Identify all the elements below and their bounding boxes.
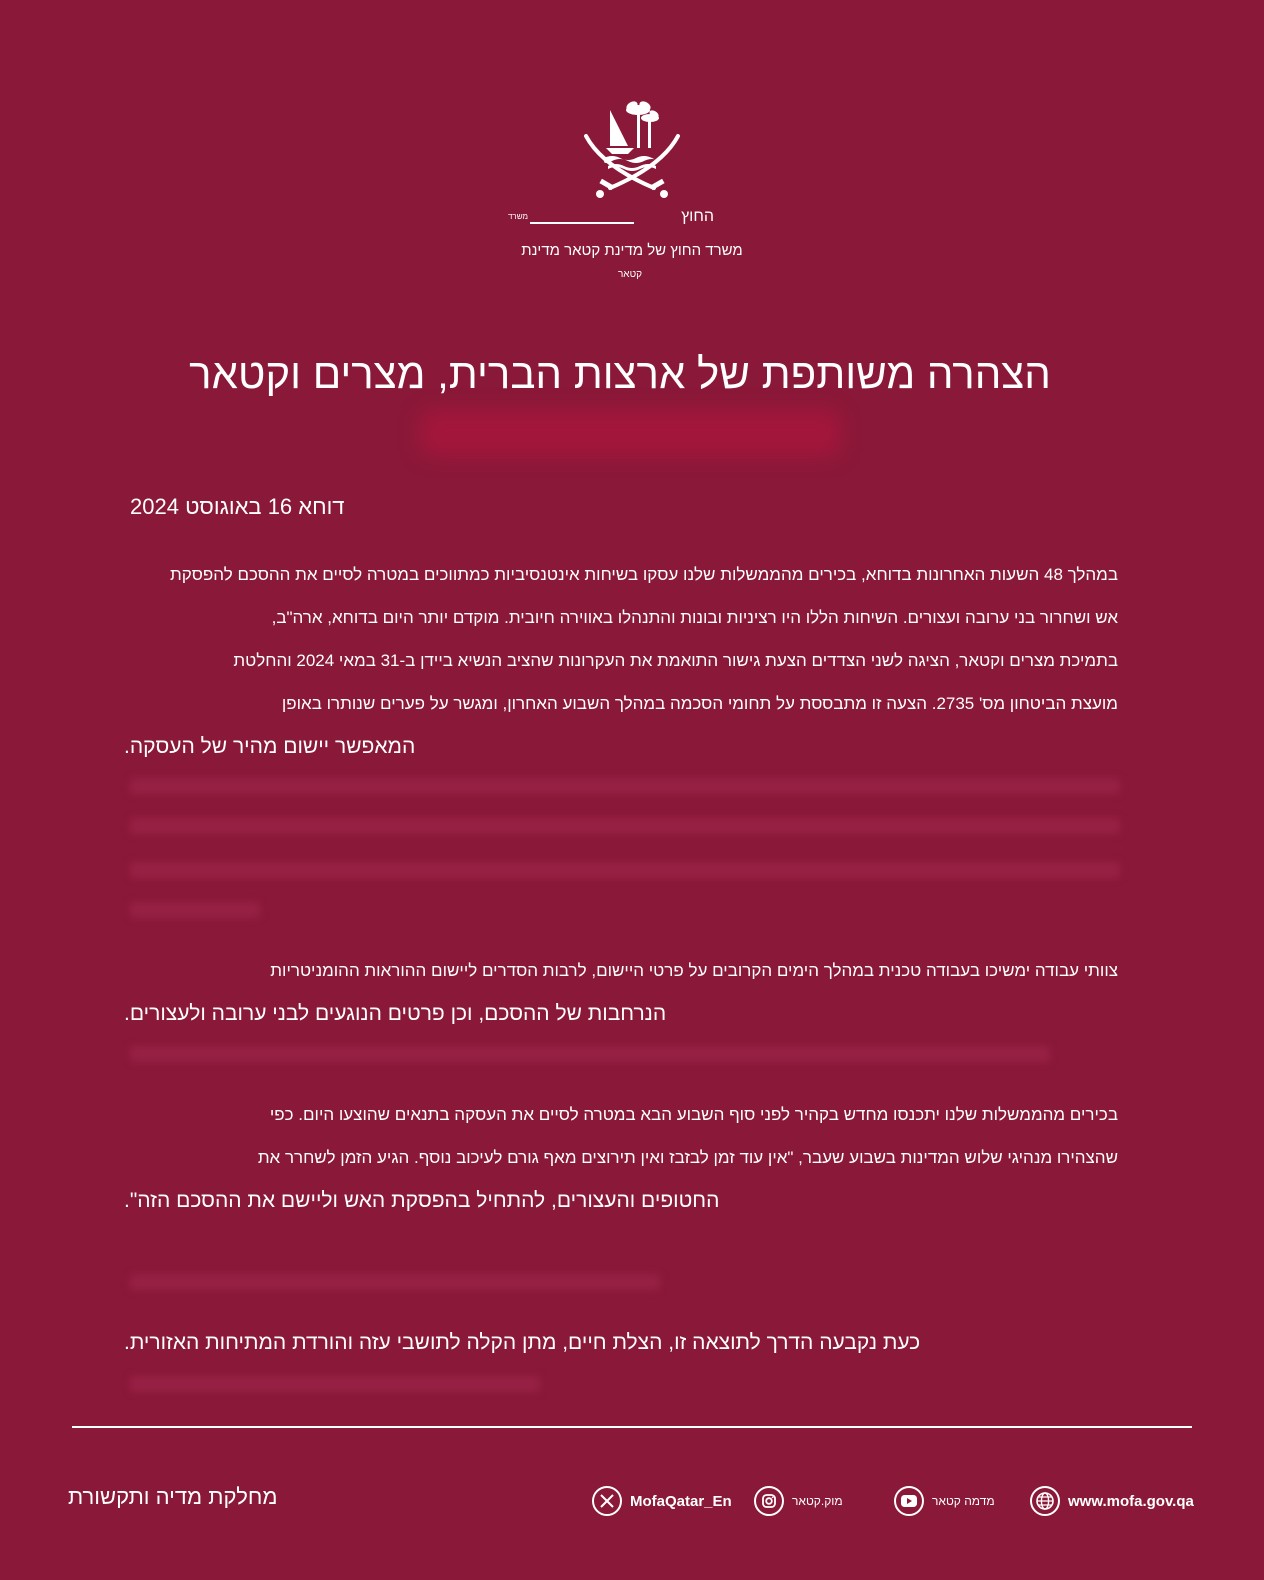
website-url: www.mofa.gov.qa <box>1068 1492 1194 1510</box>
paragraph-line: מועצת הביטחון מס' 2735. הצעה זו מתבססת על תחומי הסכמה במהלך השבוע האחרון, ומגשר על פערים שנותרו באופן <box>281 694 1118 713</box>
paragraph-line: החטופים והעצורים, להתחיל בהפסקת האש וליישם את ההסכם הזה". <box>124 1189 720 1212</box>
paragraph-line: בכירים מהממשלות שלנו יתכנסו מחדש בקהיר לפני סוף השבוע הבא במטרה לסיים את העסקה בתנאים שהוצעו היום. כפי <box>269 1105 1118 1124</box>
bleed-artifact <box>130 818 1120 834</box>
ministry-logo-wordmark <box>500 206 770 228</box>
x-logo-icon <box>592 1486 622 1516</box>
website-link[interactable] <box>1030 1484 1194 1518</box>
ministry-subname: קטאר <box>617 269 643 280</box>
bleed-artifact <box>130 1274 660 1290</box>
logo-word-main: החוץ <box>681 208 714 225</box>
paragraph-4 <box>124 1328 1118 1358</box>
bleed-artifact <box>130 1046 1050 1062</box>
footer-divider <box>72 1426 1192 1428</box>
dateline: דוחא 16 באוגוסט 2024 <box>130 494 345 519</box>
paragraph-line: בתמיכת מצרים וקטאר, הציגה לשני הצדדים הצעת גישור התואמת את העקרונות שהציב הנשיא ביידן ב-31 במאי 2024 והחלטת <box>233 651 1118 670</box>
instagram-social-link[interactable] <box>754 1484 843 1518</box>
paragraph-line: במהלך 48 השעות האחרונות בדוחא, בכירים מהממשלות שלנו עסקו בשיחות אינטנסיביות כמתווכים במטרה לסיים את ההסכם להפסקת <box>170 565 1118 584</box>
paragraph-line: המאפשר יישום מהיר של העסקה. <box>124 735 416 758</box>
logo-divider <box>530 222 634 224</box>
bleed-artifact <box>130 862 1120 878</box>
paragraph-line: אש ושחרור בני ערובה ועצורים. השיחות הללו היו רציניות ובונות והתנהלו באווירה חיובית. מוקדם יותר היום בדוחא, ארה"ב, <box>271 608 1118 627</box>
bleed-artifact <box>130 902 260 918</box>
youtube-icon <box>894 1486 924 1516</box>
instagram-label: מוק.קטאר <box>792 1494 843 1508</box>
ministry-name: משרד החוץ של מדינת קטאר מדינת <box>521 242 743 259</box>
instagram-icon <box>754 1486 784 1516</box>
paragraph-line: כעת נקבעה הדרך לתוצאה זו, הצלת חיים, מתן הקלה לתושבי עזה והורדת המתיחות האזורית. <box>124 1331 921 1354</box>
paragraph-2 <box>124 958 1118 1044</box>
youtube-social-link[interactable] <box>894 1484 995 1518</box>
bleed-artifact <box>130 1376 540 1392</box>
paragraph-1 <box>124 560 1118 775</box>
paragraph-line: צוותי עבודה ימשיכו בעבודה טכנית במהלך הימים הקרובים על פרטי היישום, לרבות הסדרים ליישום ההוראות ההומניטריות <box>270 961 1118 980</box>
x-handle: MofaQatar_En <box>630 1492 732 1510</box>
qatar-emblem-icon <box>582 96 682 200</box>
title-bleed-artifact <box>420 410 840 456</box>
footer-department: מחלקת מדיה ותקשורת <box>68 1484 278 1509</box>
bleed-artifact <box>130 778 1120 794</box>
paragraph-3 <box>124 1102 1118 1231</box>
page-title: הצהרה משותפת של ארצות הברית, מצרים וקטאר <box>189 350 1051 397</box>
logo-word-small: משרד <box>508 212 528 221</box>
x-social-link[interactable] <box>592 1484 732 1518</box>
globe-icon <box>1030 1486 1060 1516</box>
paragraph-line: הנרחבות של ההסכם, וכן פרטים הנוגעים לבני ערובה ולעצורים. <box>124 1002 667 1025</box>
youtube-label: מדמה קטאר <box>932 1494 995 1508</box>
paragraph-line: שהצהירו מנהיגי שלוש המדינות בשבוע שעבר, "אין עוד זמן לבזבז ואין תירוצים מאף גורם לעיכוב נוסף. הגיע הזמן לשחרר את <box>257 1148 1118 1167</box>
